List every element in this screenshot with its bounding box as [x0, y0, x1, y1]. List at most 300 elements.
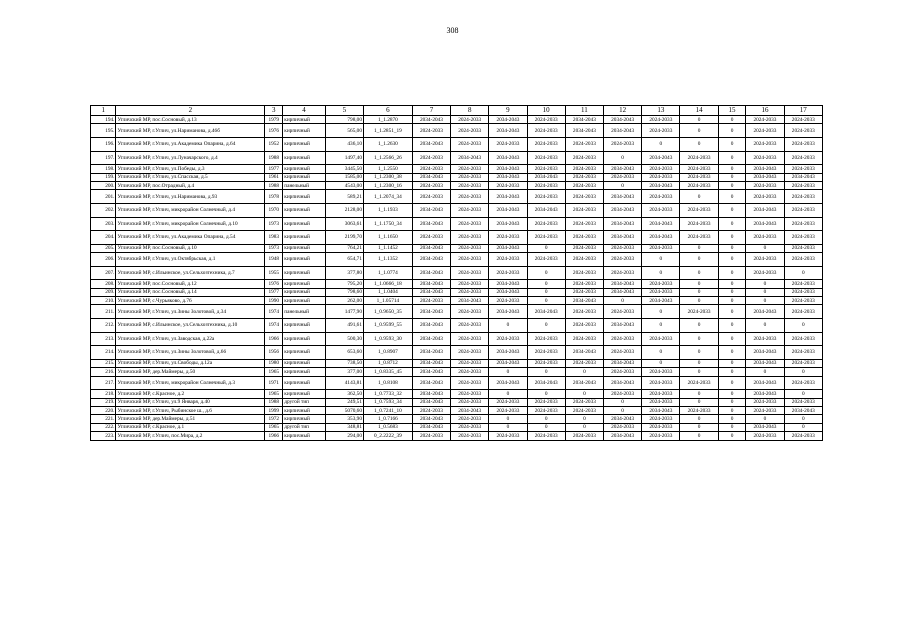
period-col-7-cell: 2034-2043 — [412, 266, 450, 280]
period-col-15-cell: 0 — [718, 137, 746, 151]
period-col-8-cell: 2024-2033 — [451, 288, 489, 296]
rating-code-cell: 1_0.8108 — [363, 376, 412, 390]
period-col-15-cell: 0 — [718, 217, 746, 231]
row-number-cell: 214. — [91, 346, 116, 360]
period-col-14-cell: 2024-2033 — [680, 305, 718, 319]
wall-material-cell: кирпичный — [283, 203, 325, 217]
period-col-17-cell: 2024-2033 — [784, 217, 822, 231]
rating-code-cell: 1_1.2851_19 — [363, 124, 412, 138]
area-cell: 2199,70 — [325, 231, 363, 245]
address-cell: Угличский МР, г.Углич, ул.9 Января, д.40 — [116, 398, 265, 406]
period-col-17-cell: 2024-2033 — [784, 398, 822, 406]
period-col-8-cell: 2024-2033 — [451, 423, 489, 431]
period-col-9-cell: 2024-2033 — [489, 407, 527, 415]
period-col-14-cell: 0 — [680, 266, 718, 280]
period-col-16-cell: 2024-2033 — [746, 266, 784, 280]
row-number-cell: 207. — [91, 266, 116, 280]
period-col-11-cell: 0 — [565, 390, 603, 398]
column-header-7: 7 — [412, 106, 450, 116]
period-col-9-cell: 2034-2043 — [489, 288, 527, 296]
address-cell: Угличский МР, г.Углич, ул.Зины Золотовой, д.66 — [116, 346, 265, 360]
address-cell: Угличский МР, пос.Отрадный, д.4 — [116, 181, 265, 189]
period-col-12-cell: 2034-2043 — [604, 217, 642, 231]
period-col-8-cell: 2024-2033 — [451, 203, 489, 217]
year-built-cell: 1974 — [265, 305, 283, 319]
table-row — [91, 305, 823, 319]
period-col-7-cell: 2034-2043 — [412, 173, 450, 181]
period-col-12-cell: 2034-2043 — [604, 165, 642, 173]
period-col-10-cell: 2024-2033 — [527, 116, 565, 124]
period-col-13-cell: 2024-2033 — [642, 332, 680, 346]
period-col-12-cell: 2034-2043 — [604, 359, 642, 367]
period-col-12-cell: 0 — [604, 151, 642, 165]
wall-material-cell: другой тип — [283, 423, 325, 431]
area-cell: 500,30 — [325, 332, 363, 346]
period-col-8-cell: 2024-2033 — [451, 376, 489, 390]
rating-code-cell: 1_0.8335_45 — [363, 368, 412, 376]
period-col-17-cell: 2024-2033 — [784, 124, 822, 138]
area-cell: 353,90 — [325, 415, 363, 423]
period-col-14-cell: 2024-2033 — [680, 203, 718, 217]
wall-material-cell: кирпичный — [283, 376, 325, 390]
period-col-12-cell: 2034-2043 — [604, 280, 642, 288]
period-col-16-cell: 2024-2033 — [746, 116, 784, 124]
period-col-9-cell: 2034-2043 — [489, 217, 527, 231]
period-col-10-cell: 2034-2043 — [527, 203, 565, 217]
area-cell: 5070,60 — [325, 407, 363, 415]
period-col-9-cell: 2034-2043 — [489, 151, 527, 165]
period-col-13-cell: 2034-2043 — [642, 151, 680, 165]
period-col-15-cell: 0 — [718, 319, 746, 333]
period-col-16-cell: 0 — [746, 288, 784, 296]
period-col-16-cell: 2034-2043 — [746, 173, 784, 181]
period-col-8-cell: 2024-2033 — [451, 280, 489, 288]
period-col-14-cell: 2024-2033 — [680, 173, 718, 181]
period-col-8-cell: 2034-2043 — [451, 407, 489, 415]
address-cell: Угличский МР, г.Углич, Рыбинское ш., д.6 — [116, 407, 265, 415]
period-col-7-cell: 2034-2043 — [412, 368, 450, 376]
period-col-17-cell: 0 — [784, 368, 822, 376]
period-col-7-cell: 2024-2033 — [412, 297, 450, 305]
period-col-10-cell: 2024-2033 — [527, 332, 565, 346]
area-cell: 798,00 — [325, 116, 363, 124]
period-col-13-cell: 2024-2033 — [642, 368, 680, 376]
table-row — [91, 137, 823, 151]
period-col-7-cell: 2034-2043 — [412, 116, 450, 124]
period-col-17-cell: 2024-2033 — [784, 253, 822, 267]
period-col-8-cell: 2024-2033 — [451, 359, 489, 367]
period-col-9-cell: 2024-2033 — [489, 432, 527, 440]
period-col-12-cell: 2024-2033 — [604, 305, 642, 319]
period-col-12-cell: 0 — [604, 181, 642, 189]
period-col-8-cell: 2024-2033 — [451, 346, 489, 360]
period-col-7-cell: 2034-2043 — [412, 359, 450, 367]
rating-code-cell: 0_2.2222_39 — [363, 432, 412, 440]
period-col-10-cell: 2024-2033 — [527, 359, 565, 367]
period-col-12-cell: 2024-2033 — [604, 423, 642, 431]
period-col-13-cell: 2034-2043 — [642, 407, 680, 415]
period-col-11-cell: 2034-2043 — [565, 376, 603, 390]
period-col-13-cell: 0 — [642, 359, 680, 367]
row-number-cell: 203. — [91, 217, 116, 231]
period-col-15-cell: 0 — [718, 173, 746, 181]
table-row — [91, 217, 823, 231]
period-col-9-cell: 0 — [489, 423, 527, 431]
period-col-7-cell: 2034-2043 — [412, 346, 450, 360]
period-col-7-cell: 2034-2043 — [412, 288, 450, 296]
period-col-13-cell: 2034-2043 — [642, 297, 680, 305]
address-cell: Угличский МР, г.Углич, ул.Нариманова, д.93 — [116, 190, 265, 204]
period-col-12-cell: 2024-2033 — [604, 346, 642, 360]
period-col-10-cell: 0 — [527, 415, 565, 423]
table-header-row — [91, 106, 823, 116]
address-cell: Угличский МР, с.Чурьяково, д.76 — [116, 297, 265, 305]
row-number-cell: 210. — [91, 297, 116, 305]
period-col-11-cell: 2024-2033 — [565, 332, 603, 346]
table-row — [91, 266, 823, 280]
wall-material-cell: кирпичный — [283, 244, 325, 252]
address-cell: Угличский МР, г.Углич, микрорайон Солнечный, д.4 — [116, 203, 265, 217]
table-body — [91, 116, 823, 441]
row-number-cell: 205. — [91, 244, 116, 252]
address-cell: Угличский МР, г.Углич, пос.Мира, д.2 — [116, 432, 265, 440]
area-cell: 249,51 — [325, 398, 363, 406]
period-col-15-cell: 0 — [718, 244, 746, 252]
address-cell: Угличский МР, пос.Сосновый, д.14 — [116, 288, 265, 296]
period-col-12-cell: 0 — [604, 297, 642, 305]
year-built-cell: 1976 — [265, 280, 283, 288]
period-col-9-cell: 2034-2043 — [489, 244, 527, 252]
period-col-17-cell: 0 — [784, 319, 822, 333]
period-col-17-cell: 2024-2033 — [784, 203, 822, 217]
address-cell: Угличский МР, г.Углич, ул.Заводская, д.22а — [116, 332, 265, 346]
period-col-8-cell: 2024-2033 — [451, 332, 489, 346]
period-col-11-cell: 0 — [565, 368, 603, 376]
area-cell: 377,00 — [325, 368, 363, 376]
area-cell: 4543,00 — [325, 181, 363, 189]
table-row — [91, 181, 823, 189]
area-cell: 3445,50 — [325, 165, 363, 173]
column-header-8: 8 — [451, 106, 489, 116]
period-col-11-cell: 2024-2033 — [565, 407, 603, 415]
period-col-8-cell: 2024-2033 — [451, 253, 489, 267]
period-col-9-cell: 2034-2043 — [489, 165, 527, 173]
rating-code-cell: 1_1.2074_34 — [363, 190, 412, 204]
column-header-10: 10 — [527, 106, 565, 116]
period-col-17-cell: 2024-2033 — [784, 151, 822, 165]
period-col-15-cell: 0 — [718, 432, 746, 440]
column-header-14: 14 — [680, 106, 718, 116]
period-col-16-cell: 2024-2033 — [746, 190, 784, 204]
period-col-15-cell: 0 — [718, 415, 746, 423]
period-col-12-cell: 2034-2043 — [604, 124, 642, 138]
period-col-12-cell: 2024-2033 — [604, 253, 642, 267]
period-col-13-cell: 2024-2033 — [642, 203, 680, 217]
period-col-11-cell: 2024-2033 — [565, 359, 603, 367]
year-built-cell: 1952 — [265, 137, 283, 151]
address-cell: Угличский МР, г.Углич, ул.Спасская, д.5 — [116, 173, 265, 181]
period-col-13-cell: 2034-2043 — [642, 231, 680, 245]
year-built-cell: 1988 — [265, 398, 283, 406]
period-col-11-cell: 2024-2033 — [565, 151, 603, 165]
period-col-9-cell: 2034-2043 — [489, 173, 527, 181]
row-number-cell: 196. — [91, 137, 116, 151]
period-col-9-cell: 2024-2033 — [489, 231, 527, 245]
year-built-cell: 1965 — [265, 423, 283, 431]
year-built-cell: 1961 — [265, 173, 283, 181]
period-col-9-cell: 0 — [489, 415, 527, 423]
column-header-15: 15 — [718, 106, 746, 116]
period-col-13-cell: 0 — [642, 266, 680, 280]
period-col-7-cell: 2034-2043 — [412, 203, 450, 217]
period-col-15-cell: 0 — [718, 288, 746, 296]
period-col-15-cell: 0 — [718, 181, 746, 189]
wall-material-cell: кирпичный — [283, 332, 325, 346]
period-col-16-cell: 2034-2043 — [746, 359, 784, 367]
rating-code-cell: 1_1.2630 — [363, 137, 412, 151]
period-col-14-cell: 0 — [680, 368, 718, 376]
period-col-11-cell: 0 — [565, 415, 603, 423]
period-col-16-cell: 0 — [746, 244, 784, 252]
period-col-11-cell: 2024-2033 — [565, 165, 603, 173]
column-header-9: 9 — [489, 106, 527, 116]
period-col-11-cell: 0 — [565, 423, 603, 431]
area-cell: 589,21 — [325, 190, 363, 204]
period-col-11-cell: 2024-2033 — [565, 280, 603, 288]
area-cell: 1477,90 — [325, 305, 363, 319]
table-row — [91, 244, 823, 252]
period-col-8-cell: 2034-2043 — [451, 297, 489, 305]
period-col-8-cell: 2024-2033 — [451, 244, 489, 252]
period-col-11-cell: 2024-2033 — [565, 398, 603, 406]
period-col-14-cell: 2024-2033 — [680, 231, 718, 245]
rating-code-cell: 1_0.7241_10 — [363, 407, 412, 415]
rating-code-cell: 1_0.7593_34 — [363, 398, 412, 406]
period-col-17-cell: 0 — [784, 266, 822, 280]
period-col-14-cell: 0 — [680, 288, 718, 296]
period-col-15-cell: 0 — [718, 203, 746, 217]
period-col-16-cell: 2034-2043 — [746, 165, 784, 173]
table-row — [91, 280, 823, 288]
period-col-11-cell: 2024-2033 — [565, 253, 603, 267]
period-col-13-cell: 2024-2033 — [642, 415, 680, 423]
period-col-13-cell: 2024-2033 — [642, 432, 680, 440]
period-col-10-cell: 2024-2033 — [527, 346, 565, 360]
period-col-17-cell: 2034-2043 — [784, 173, 822, 181]
area-cell: 491,61 — [325, 319, 363, 333]
period-col-12-cell: 2034-2043 — [604, 319, 642, 333]
period-col-9-cell: 2024-2033 — [489, 137, 527, 151]
period-col-15-cell: 0 — [718, 423, 746, 431]
rating-code-cell: 1_1.0666_18 — [363, 280, 412, 288]
address-cell: Угличский МР, г.Углич, ул.Зины Золотовой, д.34 — [116, 305, 265, 319]
period-col-10-cell: 2024-2033 — [527, 407, 565, 415]
period-col-10-cell: 2024-2033 — [527, 151, 565, 165]
period-col-13-cell: 2034-2043 — [642, 217, 680, 231]
period-col-8-cell: 2024-2033 — [451, 390, 489, 398]
period-col-10-cell: 0 — [527, 297, 565, 305]
period-col-10-cell: 2034-2043 — [527, 173, 565, 181]
year-built-cell: 1956 — [265, 346, 283, 360]
address-cell: Угличский МР, г.Углич, ул.Академика Опарина, д.54 — [116, 231, 265, 245]
period-col-9-cell: 2034-2043 — [489, 305, 527, 319]
period-col-16-cell: 2034-2043 — [746, 305, 784, 319]
table-row — [91, 231, 823, 245]
column-header-3: 3 — [265, 106, 283, 116]
period-col-12-cell: 2034-2043 — [604, 203, 642, 217]
period-col-9-cell: 2024-2033 — [489, 297, 527, 305]
address-cell: Угличский МР, дер.Маймеры, д.50 — [116, 368, 265, 376]
row-number-cell: 217. — [91, 376, 116, 390]
period-col-14-cell: 2024-2033 — [680, 165, 718, 173]
column-header-6: 6 — [363, 106, 412, 116]
rating-code-cell: 1_0.8907 — [363, 346, 412, 360]
table-row — [91, 288, 823, 296]
column-header-12: 12 — [604, 106, 642, 116]
rating-code-cell: 1_1.05714 — [363, 297, 412, 305]
year-built-cell: 1977 — [265, 288, 283, 296]
year-built-cell: 1983 — [265, 231, 283, 245]
year-built-cell: 1976 — [265, 124, 283, 138]
period-col-10-cell: 2024-2033 — [527, 181, 565, 189]
period-col-15-cell: 0 — [718, 390, 746, 398]
column-header-2: 2 — [116, 106, 265, 116]
address-cell: Угличский МР, пос.Сосновый, д.12 — [116, 280, 265, 288]
period-col-16-cell: 2024-2033 — [746, 253, 784, 267]
area-cell: 4143,81 — [325, 376, 363, 390]
address-cell: Угличский МР, г.Углич, ул.Академика Опарина, д.64 — [116, 137, 265, 151]
period-col-11-cell: 2024-2033 — [565, 244, 603, 252]
period-col-8-cell: 2024-2033 — [451, 398, 489, 406]
period-col-12-cell: 2024-2033 — [604, 266, 642, 280]
row-number-cell: 223. — [91, 432, 116, 440]
row-number-cell: 219. — [91, 398, 116, 406]
period-col-17-cell: 2024-2033 — [784, 332, 822, 346]
period-col-16-cell: 0 — [746, 415, 784, 423]
table-row — [91, 423, 823, 431]
address-cell: Угличский МР, г.Углич, ул.Луначарского, д.4 — [116, 151, 265, 165]
rating-code-cell: 1_0.8712 — [363, 359, 412, 367]
period-col-10-cell: 2024-2033 — [527, 253, 565, 267]
area-cell: 565,00 — [325, 124, 363, 138]
period-col-12-cell: 2024-2033 — [604, 390, 642, 398]
period-col-16-cell: 2034-2043 — [746, 217, 784, 231]
period-col-12-cell: 2034-2043 — [604, 432, 642, 440]
address-cell: Угличский МР, дер.Маймеры, д.51 — [116, 415, 265, 423]
area-cell: 764,21 — [325, 244, 363, 252]
period-col-7-cell: 2034-2043 — [412, 253, 450, 267]
wall-material-cell: кирпичный — [283, 190, 325, 204]
period-col-7-cell: 2034-2043 — [412, 423, 450, 431]
period-col-7-cell: 2034-2043 — [412, 305, 450, 319]
period-col-17-cell: 2024-2033 — [784, 346, 822, 360]
wall-material-cell: кирпичный — [283, 359, 325, 367]
period-col-14-cell: 0 — [680, 253, 718, 267]
area-cell: 654,71 — [325, 253, 363, 267]
period-col-17-cell: 2024-2033 — [784, 288, 822, 296]
period-col-7-cell: 2034-2043 — [412, 137, 450, 151]
area-cell: 362,50 — [325, 390, 363, 398]
period-col-8-cell: 2024-2033 — [451, 432, 489, 440]
table-row — [91, 253, 823, 267]
period-col-11-cell: 2024-2033 — [565, 288, 603, 296]
period-col-7-cell: 2024-2033 — [412, 124, 450, 138]
period-col-17-cell: 2024-2033 — [784, 181, 822, 189]
period-col-15-cell: 0 — [718, 346, 746, 360]
period-col-12-cell: 2024-2033 — [604, 173, 642, 181]
period-col-14-cell: 0 — [680, 346, 718, 360]
period-col-17-cell: 2024-2033 — [784, 305, 822, 319]
period-col-15-cell: 0 — [718, 359, 746, 367]
period-col-10-cell: 0 — [527, 280, 565, 288]
period-col-10-cell: 0 — [527, 368, 565, 376]
wall-material-cell: кирпичный — [283, 368, 325, 376]
period-col-9-cell: 2034-2043 — [489, 116, 527, 124]
row-number-cell: 206. — [91, 253, 116, 267]
period-col-10-cell: 0 — [527, 423, 565, 431]
column-header-11: 11 — [565, 106, 603, 116]
period-col-13-cell: 2024-2033 — [642, 116, 680, 124]
period-col-16-cell: 2024-2033 — [746, 124, 784, 138]
address-cell: Угличский МР, с.Красное, д.2 — [116, 390, 265, 398]
period-col-12-cell: 2034-2043 — [604, 415, 642, 423]
row-number-cell: 221. — [91, 415, 116, 423]
row-number-cell: 212. — [91, 319, 116, 333]
area-cell: 377,80 — [325, 266, 363, 280]
year-built-cell: 1971 — [265, 376, 283, 390]
row-number-cell: 201. — [91, 190, 116, 204]
period-col-12-cell: 0 — [604, 407, 642, 415]
period-col-17-cell: 2024-2033 — [784, 137, 822, 151]
period-col-10-cell: 2024-2033 — [527, 231, 565, 245]
period-col-15-cell: 0 — [718, 280, 746, 288]
period-col-13-cell: 2024-2033 — [642, 244, 680, 252]
area-cell: 294,00 — [325, 432, 363, 440]
period-col-7-cell: 2024-2033 — [412, 181, 450, 189]
period-col-16-cell: 2024-2033 — [746, 181, 784, 189]
period-col-10-cell: 0 — [527, 266, 565, 280]
year-built-cell: 1955 — [265, 266, 283, 280]
period-col-15-cell: 0 — [718, 165, 746, 173]
wall-material-cell: кирпичный — [283, 407, 325, 415]
period-col-8-cell: 2024-2033 — [451, 305, 489, 319]
page-number: 308 — [446, 26, 459, 35]
year-built-cell: 1988 — [265, 151, 283, 165]
period-col-13-cell: 2024-2033 — [642, 390, 680, 398]
rating-code-cell: 1_1.0774 — [363, 266, 412, 280]
period-col-16-cell: 2024-2033 — [746, 137, 784, 151]
period-col-11-cell: 2024-2033 — [565, 432, 603, 440]
rating-code-cell: 1_1.2870 — [363, 116, 412, 124]
period-col-17-cell: 2024-2033 — [784, 297, 822, 305]
period-col-10-cell: 2034-2043 — [527, 305, 565, 319]
period-col-14-cell: 0 — [680, 137, 718, 151]
period-col-16-cell: 0 — [746, 297, 784, 305]
period-col-7-cell: 2034-2043 — [412, 280, 450, 288]
row-number-cell: 200. — [91, 181, 116, 189]
period-col-11-cell: 2024-2033 — [565, 305, 603, 319]
period-col-13-cell: 2024-2033 — [642, 173, 680, 181]
period-col-7-cell: 2034-2043 — [412, 390, 450, 398]
period-col-17-cell: 2024-2033 — [784, 190, 822, 204]
area-cell: 2128,00 — [325, 203, 363, 217]
period-col-11-cell: 2034-2043 — [565, 346, 603, 360]
wall-material-cell: панельный — [283, 305, 325, 319]
period-col-17-cell: 2024-2033 — [784, 280, 822, 288]
row-number-cell: 213. — [91, 332, 116, 346]
address-cell: Угличский МР, пос.Сосновый, д.10 — [116, 244, 265, 252]
period-col-9-cell: 2024-2033 — [489, 253, 527, 267]
